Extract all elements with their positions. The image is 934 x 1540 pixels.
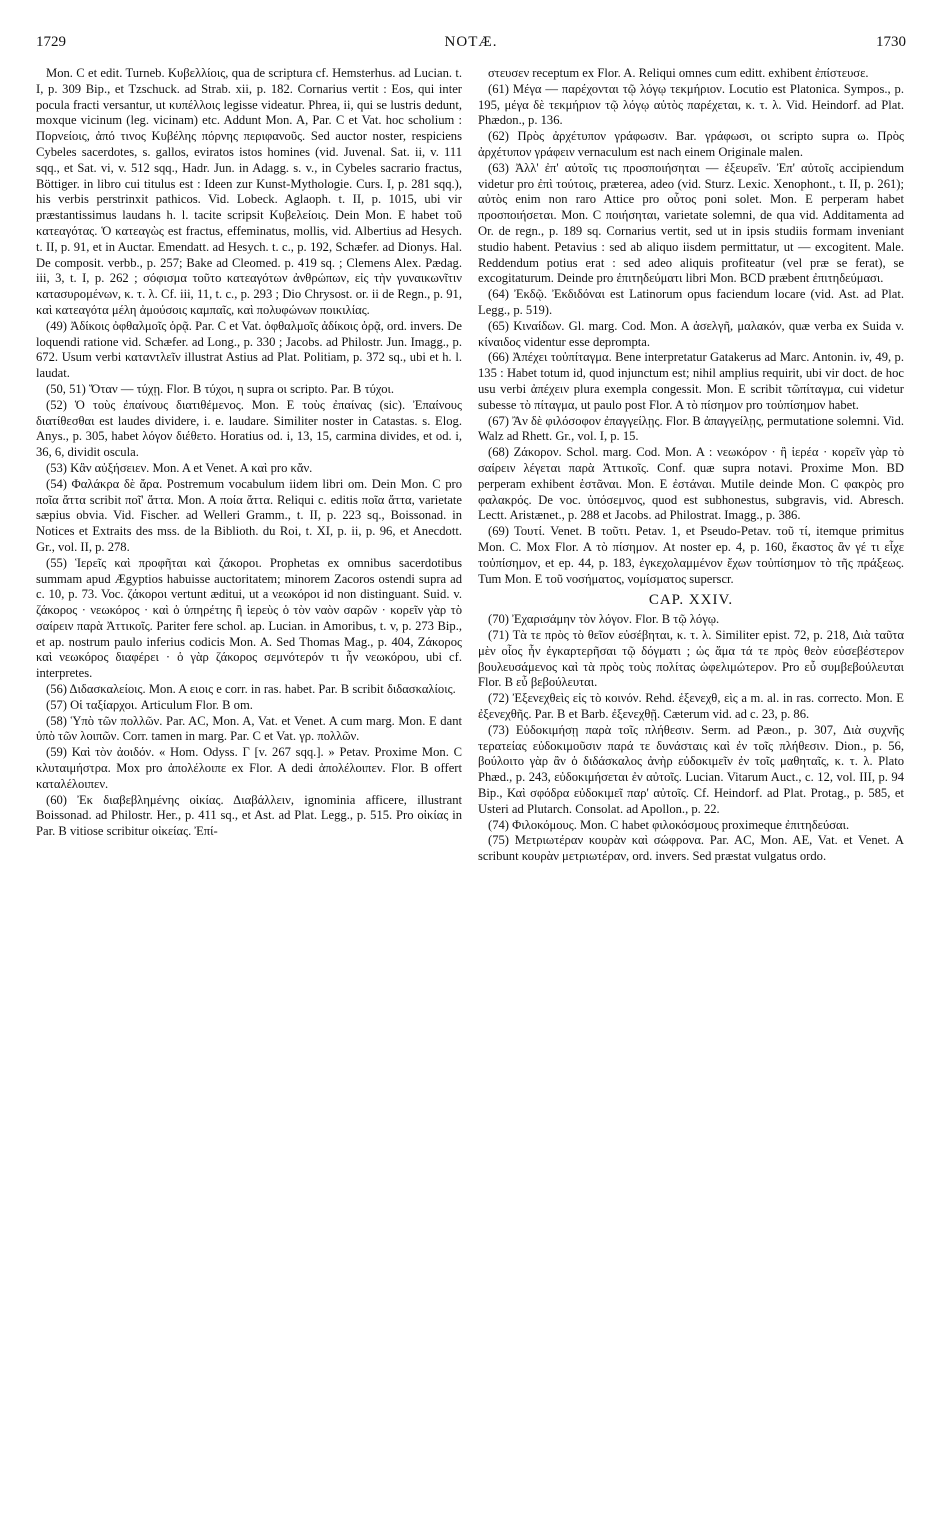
note-paragraph: (65) Κιναίδων. Gl. marg. Cod. Mon. A ἀσελγῆ, μαλακόν, quæ verba ex Suida v. κίναιδος videntur esse deprompta. (478, 318, 904, 349)
note-paragraph: (67) Ἂν δὲ φιλόσοφον ἐπαγγείλῃς. Flor. B ἀπαγγείλῃς, permutatione solemni. Vid. Walz ad Rhett. Gr., vol. I, p. 15. (478, 413, 904, 444)
note-paragraph: (59) Καὶ τὸν ἀοιδόν. « Hom. Odyss. Γ [v. 267 sqq.]. » Petav. Proxime Mon. C κλυταιμήστρα. Mox pro ἀπολέλοιπε ex Flor. A dedi ἀπολέλοιπεν. Flor. B offert καταλέλοιπεν. (36, 745, 462, 791)
note-paragraph: (71) Τὰ τε πρὸς τὸ θεῖον εὐσέβηται, κ. τ. λ. Similiter epist. 72, p. 218, Διὰ ταῦτα μὲν οἷος ἦν ἐγκαρτερῆσαι τῷ δόγματι ; ὡς ἅμα τά τε πρὸς θεὸν εὐσεβέστερον βουλευσάμενος καὶ τὰ πρὸς τοὺς πολίτας ὠφελιμώτερον. Pro εὖ συμβεβούλευται Flor. B εὖ βεβούλευται. (478, 628, 904, 690)
note-paragraph: (64) Ἐκδῷ. Ἐκδιδόναι est Latinorum opus faciendum locare (vid. Ast. ad Plat. Legg., p. 519). (478, 287, 904, 317)
note-paragraph: (72) Ἐξενεχθεὶς εἰς τὸ κοινόν. Rehd. ἐξενεχθ, εὶς a m. al. in ras. correcto. Mon. E ἐξενεχθῆς. Par. B et Barb. ἐξενεχθῇ. Cæterum vid. ad c. 23, p. 86. (478, 691, 904, 722)
note-paragraph: (66) Ἀπέχει τοὐπίταγμα. Bene interpretatur Gatakerus ad Marc. Antonin. iv, 49, p. 135 : Habet totum id, quod injunctum est; nihil amplius requirit, ubi vir doct. de hoc usu verbi ἀπέχειν plura exempla congessit. Mon. E scribit τῶπίταγμα, cui videtur subesse τὸ πίταγμα, ut paulo post Flor. A τὸ πίσημον pro τοὐπίσημον habet. (478, 350, 904, 412)
note-paragraph: (73) Εὐδοκιμήσῃ παρὰ τοῖς πλήθεσιν. Serm. ad Pæon., p. 307, Διὰ συχνῆς τερατείας εὐδοκιμοῦσιν παρά τε δυνάσταις καὶ ἐν τοῖς πλήθεσιν. Dion., p. 56, βούλοιτο γὰρ ἂν ὁ διδάσκαλος ἀνὴρ εὐδοκιμεῖν ἐν τοῖς μαθηταῖς, κ. τ. λ. Plato Phæd., p. 243, εὐδοκιμήσεται ἐν αὐτοῖς. Lucian. Vitarum Auct., c. 12, vol. III, p. 94 Bip., Καὶ σφόδρα εὐδοκιμεῖ παρ' αὐτοῖς. Cf. Heindorf. ad Plat. Protag., p. 585, et Usteri ad Plutarch. Consolat. ad Apollon., p. 22. (478, 722, 904, 816)
left-column (36, 66, 462, 1526)
page-number-right: 1730 (876, 34, 906, 50)
note-paragraph: (53) Κἂν αὐξήσειεν. Mon. A et Venet. A καὶ pro κἄν. (46, 460, 313, 475)
right-column (478, 66, 904, 1526)
note-paragraph: (63) Ἀλλ' ἐπ' αὐτοῖς τις προσποιήσηται — ἐξευρεῖν. Ἐπ' αὐτοῖς accipiendum videtur pro ἐπὶ τούτοις, præterea, adeo (vid. Sturz. Lexic. Xenophont., t. II, p. 261); αὐτὸς enim non raro Attice pro οὗτος poni solet. Mon. E perperam habet προσποιήσεται. Mon. C ποιήσηται, varietate solemni, de qua vid. Additamenta ad Or. de regn., p. 189 sq. Cornarius vertit, sed ut in ipsis studiis formam inveniant studio habent. Petavius : sed ab aliquo iisdem permittatur, ut — excogitent. Male. Reddendum potius erat : sed adeo aliquis profiteatur (vel præ se ferat), se excogitaturum. Deinde pro ἐπιτηδεύματι libri Mon. BCD præbent ἐπιτηδεύμασι. (478, 160, 904, 286)
note-paragraph: (50, 51) Ὅταν — τύχῃ. Flor. B τύχοι, η supra οι scripto. Par. B τύχοι. (46, 381, 395, 396)
note-paragraph: (55) Ἱερεῖς καὶ προφῆται καὶ ζάκοροι. Prophetas ex omnibus sacerdotibus summam apud Ægyptios habuisse auctoritatem; minorem Zacoros ostendi supra ad c. 10, p. 73. Voc. ζάκοροι vertunt æditui, ut a νεωκόροι id non distinguant. Suid. v. ζάκορος · νεωκόρος · καὶ ὁ ὑπηρέτης ἢ ἱερεὺς ὁ τὸν ναὸν σαρῶν · κορεῖν γὰρ τὸ σαίρειν παρὰ Ἀττικοῖς. Pariter fere schol. ap. Lucian. in Amoribus, t. v, p. 273 Bip., et ap. nostrum paulo inferius codicis Mon. A. Sed Thomas Mag., p. 404, Ζάκορος καὶ νεωκόρος διαφέρει · ὁ γὰρ ζάκορος σεμνότερόν τι ἦν νεωκόρου, ubi cf. interpretes. (36, 555, 462, 681)
note-paragraph: (57) Οἱ ταξίαρχοι. Articulum Flor. B om. (46, 697, 253, 712)
note-paragraph: (70) Ἐχαρισάμην τὸν λόγον. Flor. B τῷ λόγῳ. (488, 612, 720, 627)
page-number-left: 1729 (36, 34, 66, 50)
note-paragraph: (52) Ὁ τοὺς ἐπαίνους διατιθέμενος. Mon. E τοὺς ἐπαίνας (sic). Ἐπαίνους διατίθεσθαι est laudes dividere, i. e. laudare. Similiter noster in Catastas. s. Elog. Anys., p. 305, habet λόγον διέθετο. Horatius od. i, 13, 15, carmina divides, et od. i, 36, 6, dividit oscula. (36, 397, 462, 460)
note-paragraph: στευσεν receptum ex Flor. A. Reliqui omnes cum editt. exhibent ἐπίστευσε. (488, 66, 869, 80)
note-paragraph: (60) Ἐκ διαβεβλημένης οἰκίας. Διαβάλλειν, ignominia afficere, illustrant Boissonad. ad Philostr. Her., p. 411 sq., et Ast. ad Plat. Legg., p. 515. Pro οἰκίας in Par. B vitiose scribitur οἰκείας. Ἐπί- (36, 792, 462, 839)
note-paragraph: (69) Τουτί. Venet. B τοῦτι. Petav. 1, et Pseudo-Petav. τοῦ τί, itemque primitus Mon. C. Mox Flor. A τὸ πίσημον. At noster ep. 4, p. 160, ἕκαστος ἂν γέ τι εἶχε τοὐπίσημον, et ep. 44, p. 183, ἐγκεχολαμμένον ἔχων τοὐπίσημον τὸ τῆς πράξεως. Tum Mon. E τοῦ νοσήματος, νομίσματος superscr. (478, 524, 904, 586)
page-header (36, 34, 906, 58)
note-paragraph: (54) Φαλάκρα δὲ ἄρα. Postremum vocabulum iidem libri om. Dein Mon. C pro ποῖα ἄττα scribit ποῖ' ἄττα. Mon. A ποία ἄττα. Reliqui c. editis ποῖα ἄττα, varietate sæpius obvia. Vid. Fischer. ad Welleri Gramm., t. II, p. 223 sq., Boissonad. in Notices et Extraits des mss. de la Biblioth. du Roi, t. XI, p. ii, p. 96, et Anecdott. Gr., vol. II, p. 278. (36, 476, 462, 554)
chapter-heading: CAP. XXIV. (648, 592, 734, 609)
note-paragraph: (75) Μετριωτέραν κουρὰν καὶ σώφρονα. Par. AC, Mon. AE, Vat. et Venet. A scribunt κουρὰν μετριωτέραν, ord. invers. Sed præstat vulgatus ordo. (478, 833, 904, 864)
note-paragraph: (62) Πρὸς ἀρχέτυπον γράφωσιν. Bar. γράφωσι, οι scripto supra ω. Πρὸς ἀρχέτυπον γράφειν vernaculum est nach einem Originale malen. (478, 129, 904, 159)
note-paragraph: Mon. C et edit. Turneb. Κυβελλίοις, qua de scriptura cf. Hemsterhus. ad Lucian. t. I, p. 309 Bip., et Tzschuck. ad Strab. xii, p. 182. Cornarius vertit : Eos, qui inter pocula fracti versantur, ut κυπέλλοις legisse videatur. Phrea, ii, qui se lustris dedunt, moxque vicinum (leg. vicinam) etc. Addunt Mon. A, Par. C et Vat. hoc scholium : Πορνείοις, ἀπό τινος Κυβέλης πόρνης περιφανοῦς. Sed auctor noster, respiciens Cybeles sacerdotes, s. gallos, eviratos istos homines (vid. Juvenal. Sat. ii, v. 111 sqq., et Sat. vi, v. 512 sqq., Hadr. Jun. in Adagg. s. v., in Cybeles sacrario fractus, Böttiger. in libro cui titulus est : Ideen zur Kunst-Mythologie. Curs. I, p. 281 sqq.), his verbis perstrinxit pathicos. Vid. Lobeck. Aglaoph. t. II, p. 1015, ubi vir præstantissimus laudans h. l. tacite scripsit Κυβελείοις. Dein Mon. E habet τοῦ κατεαγότας. Ὁ κατεαγὼς est fractus, effeminatus, mollis, vid. Albertius ad Hesych. t. II, p. 91, et in Auctar. Emendatt. ad Hesych. t. c., p. 192, Schæfer. ad Dionys. Hal. De composit. verbb., p. 257; Bake ad Cleomed. p. 419 sq. ; Clemens Alex. Pædag. iii, 3, t. I, p. 262 ; σόφισμα τοῦτο κατεαγότων ἀνθρώπων, εἰς τὴν γυναικωνῖτιν κατασυρομένων, κ. τ. λ. Cf. iii, 11, t. c., p. 293 ; Dio Chrysost. or. ii de Regn., p. 91, καὶ κατεαγότα μέλη ἀμούσοις καμπαῖς, καὶ πολυφώνων ποικιλίας. (36, 66, 462, 317)
note-paragraph: (58) Ὑπὸ τῶν πολλῶν. Par. AC, Mon. A, Vat. et Venet. A cum marg. Mon. E dant ὑπὸ τῶν λοιπῶν. Corr. tamen in marg. Par. C et Vat. γρ. πολλῶν. (36, 713, 462, 744)
running-title: NOTÆ. (444, 34, 498, 50)
note-paragraph: (74) Φιλοκόμους. Mon. C habet φιλοκόσμους proximeque ἐπιτηδεύσαι. (488, 817, 850, 832)
note-paragraph: (61) Μέγα — παρέχονται τῷ λόγῳ τεκμήριον. Locutio est Platonica. Sympos., p. 195, μέγα δὲ τεκμήριον τῷ λόγῳ αὐτὸς παρέχεται, κ. τ. λ. Vid. Heindorf. ad Plat. Phædon., p. 136. (478, 81, 904, 128)
note-paragraph: (68) Ζάκορον. Schol. marg. Cod. Mon. A : νεωκόρον · ἢ ἱερέα · κορεῖν γὰρ τὸ σαίρειν λέγεται παρὰ Ἀττικοῖς. Conf. quæ supra notavi. Proxime Mon. BD perperam exhibent ἑστᾶναι. Mon. E ἐστάναι. Mutile deinde Mon. C φακρὸς pro φαλακρός. De voc. ὑπόσεμνος, quod est subhonestus, subgravis, vid. Abresch. Lectt. Aristænet., p. 288 et Jacobs. ad Philostrat. Imagg., p. 386. (478, 445, 904, 523)
note-paragraph: (56) Διδασκαλείοις. Mon. A ειοις e corr. in ras. habet. Par. B scribit διδασκαλίοις. (46, 682, 456, 697)
note-paragraph: (49) Ἀδίκοις ὀφθαλμοῖς ὁρᾷ. Par. C et Vat. ὀφθαλμοῖς ἀδίκοις ὁρᾷ, ord. invers. De loquendi ratione vid. Schæfer. ad Long., p. 330 ; Jacobs. ad Philostr. Jun. Imagg., p. 672. Usum verbi καταντλεῖν illustrat Astius ad Plat. Politiam, p. 372 sq., ubi et h. l. laudat. (36, 318, 462, 381)
